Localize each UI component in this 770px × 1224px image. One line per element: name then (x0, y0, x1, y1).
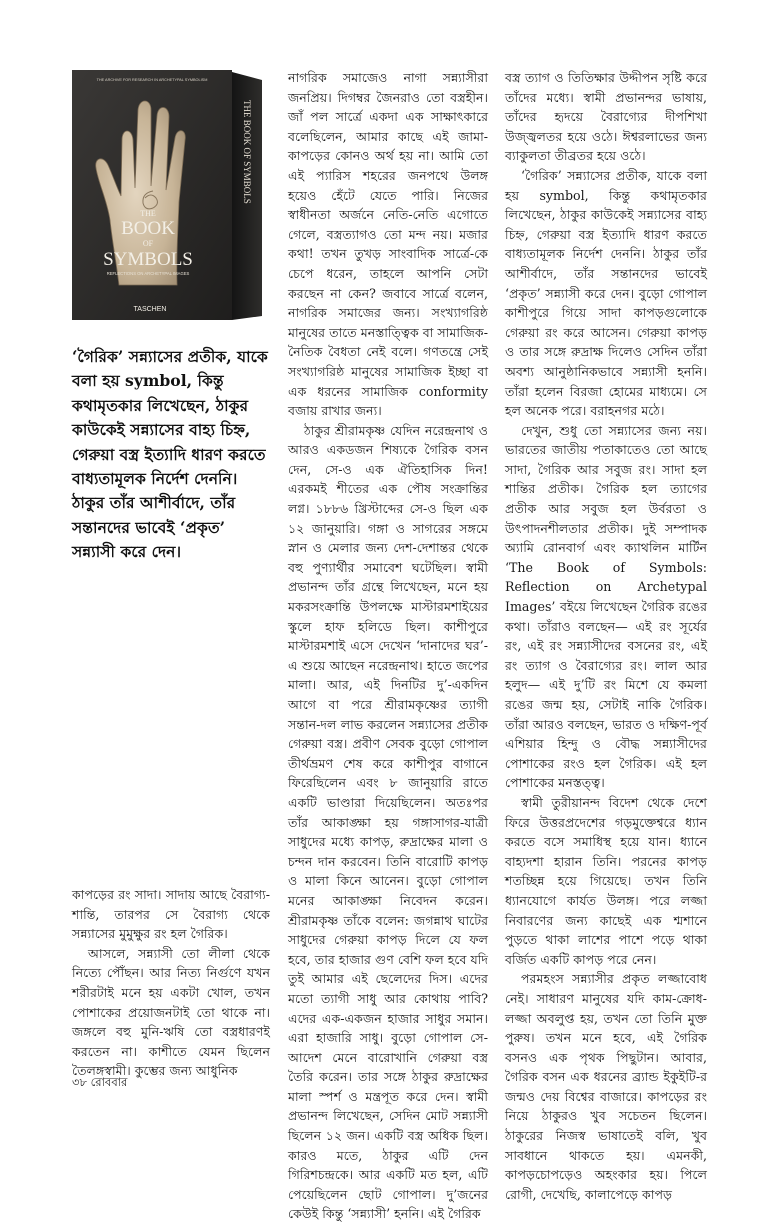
page-folio: ৩৮ রোববার (72, 1075, 128, 1089)
cover-title-book: BOOK (121, 218, 175, 239)
article-column-1 (72, 885, 270, 1081)
pull-quote: ‘গৈরিক’ সন্ন্যাসের প্রতীক, যাকে বলা হয় symbol, কিন্তু কথামৃতকার লিখেছেন, ঠাকুর কাউকেই সন্ন্যাসের বাহ্য চিহ্ন, গেরুয়া বস্ত্র ইত্যাদি ধারণ করতে বাধ্যতামূলক নির্দেশ দেননি। ঠাকুর তাঁর আশীর্বাদে, তাঁর সন্তানদের ভাবেই ‘প্রকৃত’ সন্ন্যাসী করে দেন। (72, 347, 268, 562)
paragraph: দেখুন, শুধু তো সন্ন্যাসের জন্য নয়। ভারতের জাতীয় পতাকাতেও তো আছে সাদা, গৈরিক আর সবুজ রং। সাদা হল শান্তির প্রতীক। গৈরিক হল ত্যাগের প্রতীক আর সবুজ হল উর্বরতা ও উৎপাদনশীলতার প্রতীক। দুই সম্পাদক অ্যামি রোনবার্গ এবং ক্যাথলিন মার্টিন ‘The Book of Symbols: Reflection on Archetypal Images’ বইয়ে লিখেছেন গৈরিক রঙের কথা। তাঁরাও বলছেন— এই রং সূর্যের রং, এই রং সন্ন্যাসীদের বসনের রং, এই রং ত্যাগ ও বৈরাগ্যের রং। লাল আর হলুদ— এই দু’টি রং মিশে যে কমলা রঙের জন্ম হয়, সেটাই নাকি গৈরিক। তাঁরা আরও বলছেন, ভারত ও দক্ষিণ-পূর্ব এশিয়ার হিন্দু ও বৌদ্ধ সন্ন্যাসীদের পোশাকের রংও হল গৈরিক। এই হল পোশাকের মনস্তত্ত্ব। (505, 422, 707, 791)
paragraph: স্বামী তুরীয়ানন্দ বিদেশ থেকে দেশে ফিরে উত্তরপ্রদেশের গড়মুক্তেশ্বরে ধ্যান করতে বসে সমাধিস্থ হয়ে যান। ধ্যানে বাহ্যদশা হারান তিনি। পরনের কাপড় শতচ্ছিন্ন হয়ে গিয়েছে। তখন তিনি ধ্যানযোগে কার্যত উলঙ্গ। পরে লজ্জা নিবারণের জন্য কাছেই এক শ্মশানে পুড়তে থাকা লাশের পাশে পড়ে থাকা বর্জিত একটি কাপড় পরে নেন। (505, 794, 707, 967)
paragraph: ঠাকুর শ্রীরামকৃষ্ণ যেদিন নরেন্দ্রনাথ ও আরও একডজন শিষ্যকে গৈরিক বসন দেন, সে-ও এক ঐতিহাসিক দিন! এরকমই শীতের এক পৌষ সংক্রান্তির লগ্ন। ১৮৮৬ খ্রিস্টাব্দের সে-ও ছিল এক ১২ জানুয়ারি। গঙ্গা ও সাগরের সঙ্গমে স্নান ও মেলার জন্য দেশ-দেশান্তর থেকে বহু পুণ্যার্থীর সমাবেশ ঘটেছিল। স্বামী প্রভানন্দ তাঁর গ্রন্থে লিখেছেন, মনে হয় মকরসংক্রান্তি উপলক্ষে মাস্টারমশাইয়ের স্কুলে হাফ হলিডে ছিল। কাশীপুরে মাস্টারমশাই এসে দেখেন ‘দানাদের ঘর’-এ শুয়ে আছেন নরেন্দ্রনাথ। হাতে জপের মালা। আর, এই দিনটির দু’-একদিন আগে বা পরে শ্রীরামকৃষ্ণের ত্যাগী সন্তান-দল লাভ করলেন সন্ন্যাসের প্রতীক গেরুয়া বস্ত্র। প্রবীণ সেবক বুড়ো গোপাল তীর্থভ্রমণ শেষ করে কাশীপুর বাগানে ফিরেছিলেন এবং ৮ জানুয়ারি রাতে একটি ভাণ্ডারা দিয়েছিলেন। অতঃপর তাঁর আকাঙ্ক্ষা হয় গঙ্গাসাগর-যাত্রী সাধুদের মধ্যে কাপড়, রুদ্রাক্ষের মালা ও চন্দন দান করবেন। তিনি বারোটি কাপড় ও মালা কিনে আনেন। বুড়ো গোপাল মনের আকাঙ্ক্ষা নিবেদন করেন। শ্রীরামকৃষ্ণ তাঁকে বলেন: জগন্নাথ ঘাটের সাধুদের গেরুয়া কাপড় দিলে যে ফল হবে, তার হাজার গুণ বেশি ফল হবে যদি তুই আমার এই ছেলেদের দিস। এদের মতো ত্যাগী সাধু আর কোথায় পাবি? এদের এক-একজন হাজার সাধুর সমান। এরা হাজারি সাধু। বুড়ো গোপাল সে-আদেশ মেনে বারোখানি গেরুয়া বস্ত্র তৈরি করেন। তার সঙ্গে ঠাকুর রুদ্রাক্ষের মালা স্পর্শ ও মন্ত্রপূত করে দেন। স্বামী প্রভানন্দ লিখেছেন, সেদিন মোট সন্ন্যাসী ছিলেন ১২ জন। একটি বস্ত্র অধিক ছিল। কারও মতে, ঠাকুর এটি দেন গিরিশচন্দ্রকে। আর একটি মত হল, এটি পেয়েছিলেন ছোট গোপাল। দু’জনের কেউই কিন্তু ‘সন্ন্যাসী’ হননি। এই গৈরিক (288, 422, 488, 1222)
cover-subtitle: REFLECTIONS ON ARCHETYPAL IMAGES (106, 271, 190, 276)
paragraph: আসলে, সন্ন্যাসী তো লীলা থেকে নিত্যে পৌঁছন। আর নিত্য নির্গুণে যখন শরীরটাই মনে হয় একটা খোল, তখন পোশাকের প্রয়োজনটাই তো থাকে না। জঙ্গলে বহু মুনি-ঋষি তো বস্ত্রধারণই করতেন না। কাশীতে যেমন ছিলেন তৈলঙ্গস্বামী। কুম্ভের জন্য আধুনিক (72, 945, 270, 1079)
book-cover-svg (72, 70, 262, 320)
paragraph: পরমহংস সন্ন্যাসীর প্রকৃত লজ্জাবোধ নেই। সাধারণ মানুষের যদি কাম-ক্রোধ-লজ্জা অবলুপ্ত হয়, তখন তো তিনি মুক্ত পুরুষ। তখন মনে হবে, এই গৈরিক বসনও এক পৃথক পিছুটান। আবার, গৈরিক বসন এক ধরনের ব্র্যান্ড ইকুইটি-র জন্মও দেয় বিশ্বের বাজারে। কাপড়ের রং নিয়ে ঠাকুরও খুব সচেতন ছিলেন। ঠাকুরের নিজস্ব ভাষাতেই বলি, খুব সাবধানে থাকতে হয়। এমনকী, কাপড়চোপড়েও অহংকার হয়। পিলে রোগী, দেখেছি, কালাপেড়ে কাপড় (505, 971, 707, 1202)
paragraph: কাপড়ের রং সাদা। সাদায় আছে বৈরাগ্য-শান্তি, তারপর সে বৈরাগ্য থেকে সন্ন্যাসের মুমুক্ষুর রং হল গৈরিক। (72, 887, 270, 942)
cover-title-of: OF (142, 239, 154, 248)
cover-title-symbols: SYMBOLS (103, 249, 193, 270)
article-column-2 (288, 68, 488, 1224)
article-column-3 (505, 68, 707, 1204)
cover-title-the: THE (140, 209, 156, 218)
cover-publisher: TASCHEN (133, 306, 167, 313)
paragraph: নাগরিক সমাজেও নাগা সন্ন্যাসীরা জনপ্রিয়। দিগম্বর জৈনরাও তো বস্ত্রহীন। জাঁ পল সার্ত্রে একদা এক সাক্ষাৎকারে বলেছিলেন, আমার কাছে এই জামা-কাপড়ের কোনও অর্থ হয় না। আমি তো এই প্যারিস শহরের জনপথে উলঙ্গ হয়েও হেঁটে যেতে পারি। নিজের স্বাধীনতা অর্জনে নেতি-নেতি এগোতে গেলে, বস্ত্রত্যাগও তো মন্দ নয়। মজার কথা! তখন তুখড় সাংবাদিক সার্ত্রে-কে চেপে ধরেন, তাহলে আপনি সেটা করছেন না কেন? জবাবে সার্ত্রে বলেন, নাগরিক সমাজের জন্য। সংখ্যাগরিষ্ঠ মানুষের তাতে মনস্তাত্ত্বিক বা সামাজিক-নৈতিক বৈধতা নেই বলে। গণতন্ত্রে সেই সংখ্যাগরিষ্ঠ মানুষের সামাজিক ইচ্ছা বা এক ধরনের সামাজিক conformity বজায় রাখার জন্য। (288, 70, 488, 419)
paragraph: ‘গৈরিক’ সন্ন্যাসের প্রতীক, যাকে বলা হয় symbol, কিন্তু কথামৃতকার লিখেছেন, ঠাকুর কাউকেই সন্ন্যাসের বাহ্য চিহ্ন, গেরুয়া বস্ত্র ইত্যাদি ধারণ করতে বাধ্যতামূলক নির্দেশ দেননি। ঠাকুর তাঁর আশীর্বাদে, তাঁর সন্তানদের ভাবেই ‘প্রকৃত’ সন্ন্যাসী করে দেন। বুড়ো গোপাল কাশীপুরে গিয়ে সাদা কাপড়গুলোকে গেরুয়া রং করে আসেন। গেরুয়া কাপড় ও তার সঙ্গে রুদ্রাক্ষ দিলেও সেদিন তাঁরা অবশ্য আনুষ্ঠানিকভাবে সন্ন্যাসী হননি। তাঁরা হলেন বিরজা হোমের মাধ্যমে। সে হল অনেক পরে। বরাহনগর মঠে। (505, 167, 707, 419)
cover-top-text: THE ARCHIVE FOR RESEARCH IN ARCHETYPAL SYMBOLISM (96, 78, 208, 82)
cover-spine-text: THE BOOK OF SYMBOLS (242, 100, 252, 204)
book-cover-image (72, 70, 262, 320)
paragraph: বস্ত্র ত্যাগ ও তিতিক্ষার উদ্দীপন সৃষ্টি করে তাঁদের মধ্যে। স্বামী প্রভানন্দর ভাষায়, তাঁদের হৃদয়ে বৈরাগ্যের দীপশিখা উজ্জ্বলতর হয়ে ওঠে। ঈশ্বরলাভের জন্য ব্যাকুলতা তীব্রতর হয়ে ওঠে। (505, 70, 707, 164)
